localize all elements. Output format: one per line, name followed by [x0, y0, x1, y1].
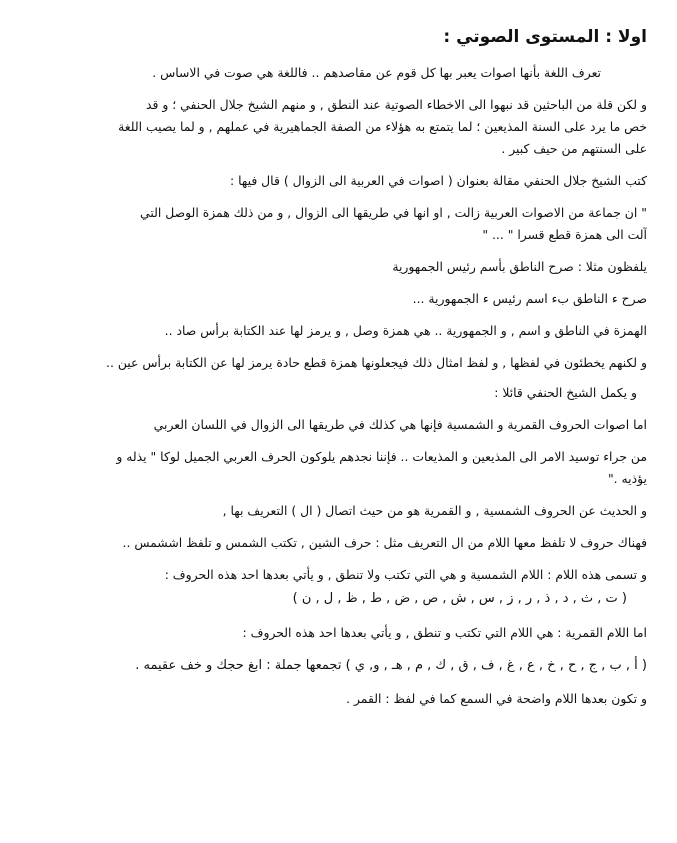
paragraph-qamar-example — [30, 688, 647, 710]
text-line: تعرف اللغة بأنها اصوات يعبر بها كل قوم عن مقاصدهم .. فاللغة هي صوت في الاساس . — [152, 65, 601, 80]
paragraph-hamza-wasl — [30, 320, 647, 342]
paragraph-sun-lam — [30, 564, 647, 612]
text-line: من جراء توسيد الامر الى المذيعين و المذيعات .. فإننا نجدهم يلوكون الحرف العربي الجميل لوكا " يذله و — [116, 449, 647, 464]
paragraph-moon-letters — [30, 654, 647, 678]
text-line: اما اللام القمرية : هي اللام التي تكتب و تنطق , و يأتي بعدها احد هذه الحروف : — [242, 625, 647, 640]
paragraph-example — [30, 256, 647, 278]
paragraph-hamza-qat — [30, 352, 647, 374]
text-line: يلفظون مثلا : صرح الناطق بأسم رئيس الجمهورية — [392, 259, 647, 274]
text-line: الهمزة في الناطق و اسم , و الجمهورية .. هي همزة وصل , و يرمز لها عند الكتابة برأس صاد .. — [164, 323, 647, 338]
text-line: خص ما يرد على السنة المذيعين ؛ لما يتمتع به هؤلاء من الصفة الجماهيرية في عملهم , و لما يصيب اللغة — [118, 119, 647, 134]
text-line: كتب الشيخ جلال الحنفي مقالة بعنوان ( اصوات في العربية الى الزوال ) قال فيها : — [229, 173, 647, 188]
paragraph-shams-example — [30, 532, 647, 554]
moon-letters-list: ( أ , ب , ج , ح , خ , ع , غ , ف , ق , ك , م , هـ , و, ي ) تجمعها جملة : ابغ حجك و خف عقيمه . — [135, 658, 647, 673]
text-line: آلت الى همزة قطع قسرا " ... " — [482, 227, 647, 242]
text-line: و تكون بعدها اللام واضحة في السمع كما في لفظ : القمر . — [346, 691, 647, 706]
text-line: على السنتهم من حيف كبير . — [501, 141, 647, 156]
text-line: فهناك حروف لا تلفظ معها اللام من ال التعريف مثل : حرف الشين , تكتب الشمس و تلفظ اششمس .. — [122, 535, 647, 550]
paragraph-sun-moon-letters — [30, 414, 647, 436]
paragraph-language-definition — [30, 62, 647, 84]
text-line: و الحديث عن الحروف الشمسية , و القمرية هو من حيث اتصال ( ال ) التعريف بها , — [222, 503, 647, 518]
paragraph-continuation — [30, 382, 647, 404]
paragraph-moon-lam — [30, 622, 647, 644]
paragraph-example-mispronounced — [30, 288, 647, 310]
paragraph-researchers — [30, 94, 647, 160]
text-line: و لكنهم يخطئون في لفظها , و لفظ امثال ذلك فيجعلونها همزة قطع حادة يرمز لها عن الكتابة برأس عين .. — [106, 355, 647, 370]
text-line: و تسمى هذه اللام : اللام الشمسية و هي التي تكتب ولا تنطق , و يأتي بعدها احد هذه الحروف : — [164, 567, 647, 582]
text-line: و لكن قلة من الباحثين قد نبهوا الى الاخطاء الصوتية عند النطق , و منهم الشيخ جلال الحنفي ؛ و قد — [146, 97, 647, 112]
text-line: و يكمل الشيخ الحنفي قائلا : — [494, 385, 637, 400]
paragraph-article-intro — [30, 170, 647, 192]
text-line: يؤذيه ." — [607, 471, 647, 486]
text-line: " ان جماعة من الاصوات العربية زالت , او انها في طريقها الى الزوال , و من ذلك همزة الوصل التي — [140, 205, 647, 220]
section-title: اولا : المستوى الصوتي : — [443, 27, 647, 47]
text-line: اما اصوات الحروف القمرية و الشمسية فإنها هي كذلك في طريقها الى الزوال في اللسان العربي — [153, 417, 647, 432]
paragraph-definite-article — [30, 500, 647, 522]
text-line: صرح ء الناطق بء اسم رئيس ء الجمهورية ... — [412, 291, 647, 306]
sun-letters-list: ( ت , ث , د , ذ , ر , ز , س , ش , ص , ض , ط , ظ , ل , ن ) — [292, 591, 627, 606]
paragraph-broadcasters — [30, 446, 647, 490]
paragraph-quote — [30, 202, 647, 246]
